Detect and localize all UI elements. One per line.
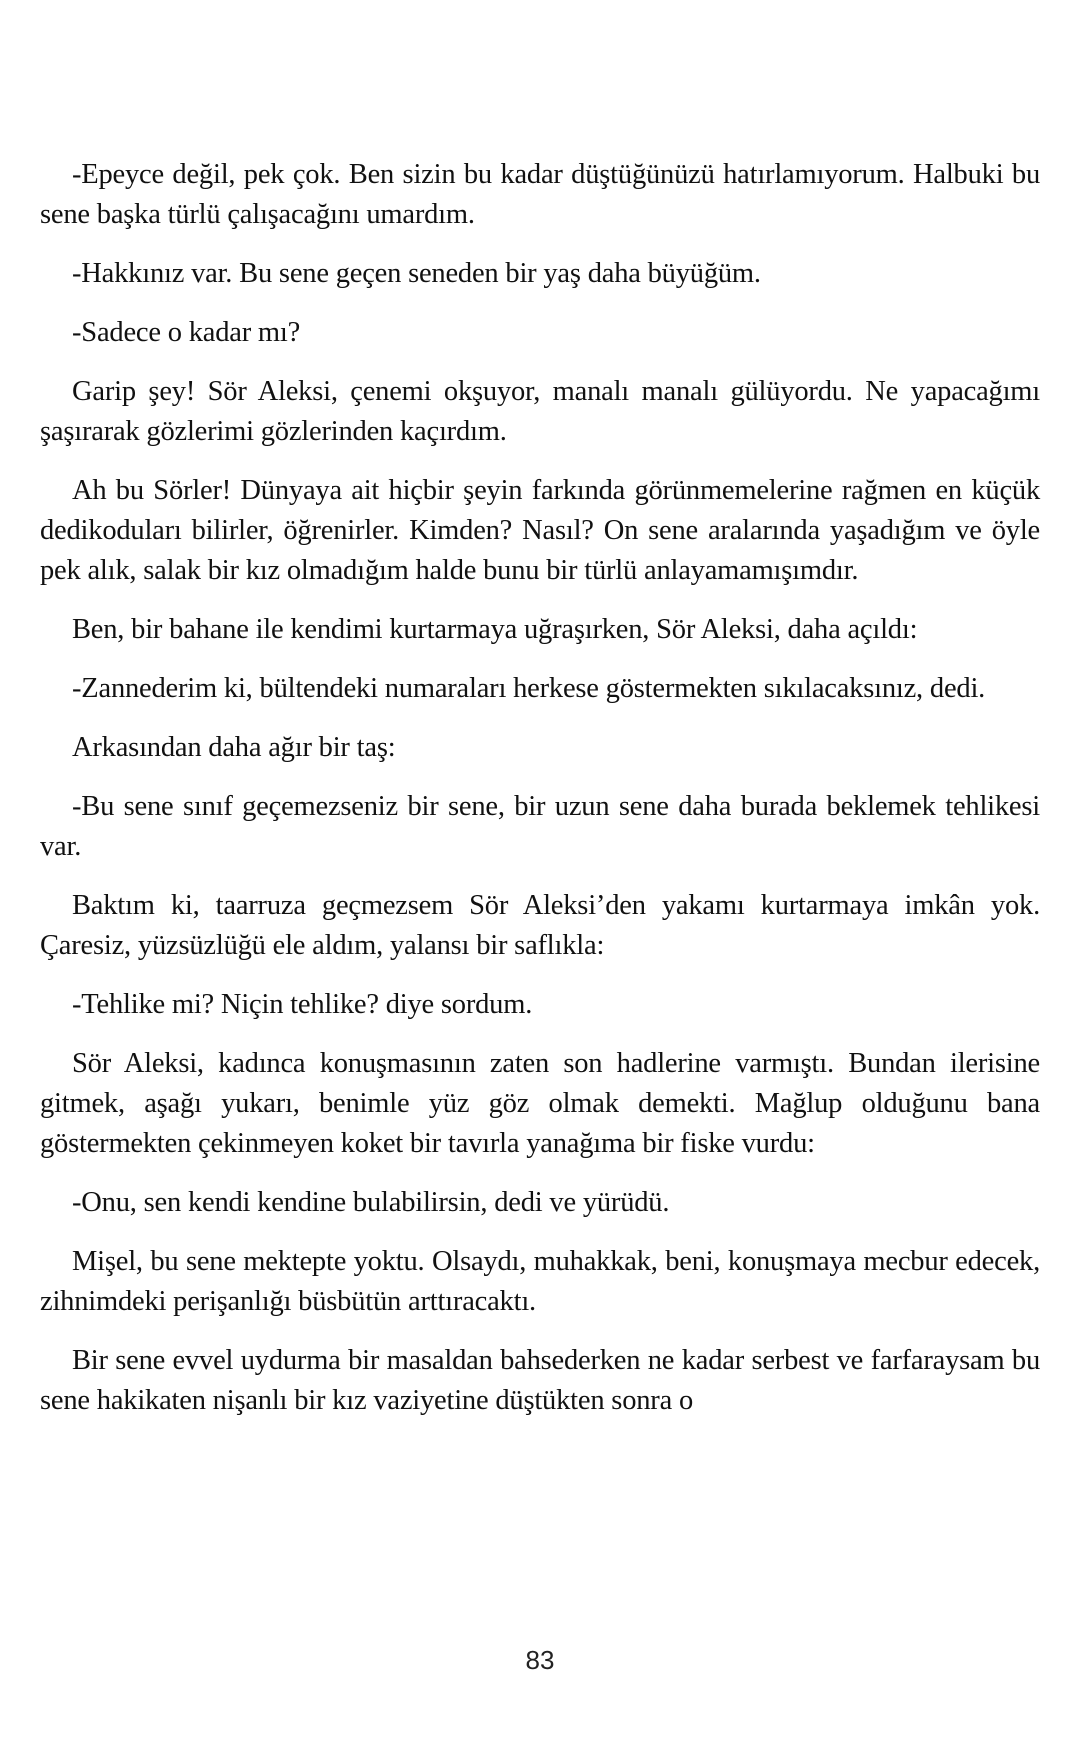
- paragraph: Arkasından daha ağır bir taş:: [72, 732, 396, 763]
- paragraph: -Zannederim ki, bültendeki numaraları herkese göstermekten sıkılacaksınız, dedi.: [72, 673, 986, 704]
- paragraph: -Epeyce değil, pek çok. Ben sizin bu kadar düştüğünüzü hatırlamıyorum. Halbuki bu sene başka türlü çalışacağını umardım.: [40, 159, 1040, 230]
- paragraph: Ben, bir bahane ile kendimi kurtarmaya uğraşırken, Sör Aleksi, daha açıldı:: [72, 614, 918, 645]
- paragraph: -Tehlike mi? Niçin tehlike? diye sordum.: [72, 989, 533, 1020]
- paragraph: Mişel, bu sene mektepte yoktu. Olsaydı, muhakkak, beni, konuşmaya mecbur edecek, zihnimdeki perişanlığı büsbütün arttıracaktı.: [40, 1246, 1040, 1317]
- paragraph: Ah bu Sörler! Dünyaya ait hiçbir şeyin farkında görünmemelerine rağmen en küçük dedikoduları bilirler, öğrenirler. Kimden? Nasıl? On sene aralarında yaşadığım ve öyle pek alık, salak bir kız olmadığım halde bunu bir türlü anlayamamışımdır.: [40, 475, 1040, 586]
- paragraph: -Onu, sen kendi kendine bulabilirsin, dedi ve yürüdü.: [72, 1187, 670, 1218]
- page-number: 83: [525, 1645, 555, 1675]
- paragraph: Garip şey! Sör Aleksi, çenemi okşuyor, manalı manalı gülüyordu. Ne yapacağımı şaşırarak gözlerimi gözlerinden kaçırdım.: [40, 376, 1040, 447]
- paragraph: -Bu sene sınıf geçemezseniz bir sene, bir uzun sene daha burada beklemek tehlikesi var.: [40, 791, 1040, 862]
- paragraph: Baktım ki, taarruza geçmezsem Sör Aleksi’den yakamı kurtarmaya imkân yok. Çaresiz, yüzsüzlüğü ele aldım, yalansı bir saflıkla:: [40, 890, 1040, 961]
- paragraph: Bir sene evvel uydurma bir masaldan bahsederken ne kadar serbest ve farfaraysam bu sene hakikaten nişanlı bir kız vaziyetine düştükten sonra o: [40, 1345, 1040, 1416]
- paragraph: Sör Aleksi, kadınca konuşmasının zaten son hadlerine varmıştı. Bundan ilerisine gitmek, aşağı yukarı, benimle yüz göz olmak demekti. Mağlup olduğunu bana göstermekten çekinmeyen koket bir tavırla yanağıma bir fiske vurdu:: [40, 1048, 1040, 1159]
- paragraph: -Sadece o kadar mı?: [72, 317, 301, 348]
- paragraph: -Hakkınız var. Bu sene geçen seneden bir yaş daha büyüğüm.: [72, 258, 761, 289]
- body-text: [40, 155, 1040, 1440]
